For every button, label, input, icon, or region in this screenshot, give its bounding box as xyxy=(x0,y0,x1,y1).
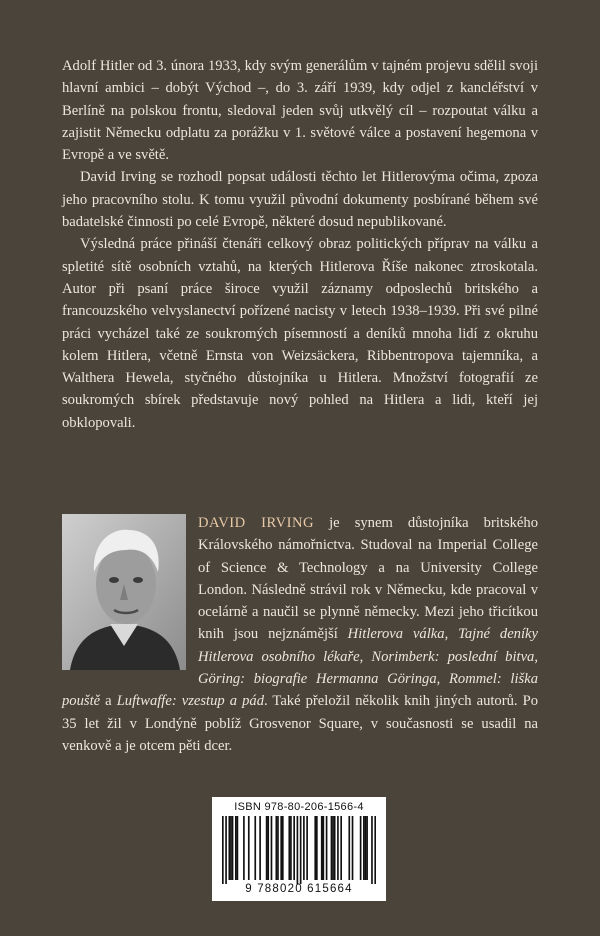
barcode-bar xyxy=(225,816,227,884)
barcode-bar xyxy=(326,816,328,880)
blurb-paragraph-1: Adolf Hitler od 3. února 1933, kdy svým generálům v tajném projevu sdělil svoji hlavní ambici – dobýt Východ –, do 3. září 1939, kdy odjel z kancléřství v Berlíně na polskou frontu, sledoval jeden svůj utkvělý cíl – rozpoutat válku a zajistit Německu odplatu za porážku v 1. světové válce a postavení hegemona v Evropě a ve světě. xyxy=(62,58,538,164)
barcode-bar xyxy=(348,816,350,880)
separator: , xyxy=(444,626,459,643)
barcode-bar xyxy=(237,816,239,880)
barcode-bar xyxy=(365,816,367,880)
barcode-bar xyxy=(306,816,308,880)
barcode-bar xyxy=(374,816,376,884)
separator: , xyxy=(359,648,372,665)
barcode-bar xyxy=(314,816,316,880)
barcode-bar xyxy=(230,816,232,880)
barcode-bar xyxy=(243,816,245,880)
separator: , xyxy=(534,648,538,665)
barcode-bar xyxy=(331,816,333,880)
book-title: Göring: biografie Hermanna Göringa xyxy=(198,671,437,688)
barcode-bar xyxy=(290,816,292,880)
barcode-bar xyxy=(248,816,250,880)
barcode-bar xyxy=(334,816,336,880)
barcode-bar xyxy=(366,816,368,880)
barcode-bar xyxy=(303,816,305,880)
barcode-bar xyxy=(323,816,325,880)
author-photo xyxy=(62,514,186,670)
blurb-text xyxy=(62,55,538,434)
barcode-bar xyxy=(340,816,342,880)
barcode-bar xyxy=(332,816,334,880)
barcode-bar xyxy=(288,816,290,880)
barcode-box xyxy=(212,797,386,901)
blurb-paragraph-3: Výsledná práce přináší čtenáři celkový obraz politických příprav na válku a spletité sítě osobních vztahů, na kterých Hitlerova Říše nakonec ztroskotala. Autor při psaní práce široce využil záznamy odposlechů britského a francouzského velvyslanectví pořízené nacisty v letech 1938–1939. Při své pilné práci vycházel také ze soukromých písemností a deníků mnoha lidí z okruhu kolem Hitlera, včetně Ernsta von Weizsäckera, Ribbentropova tajemníka, a Walthera Hewela, styčného důstojníka u Hitlera. Množství fotografií ze soukromých sbírek představuje nový pohled na Hitlera a lidi, kteří jej obklopovali. xyxy=(62,236,538,431)
book-title: Luftwaffe: vzestup a pád xyxy=(116,693,264,710)
isbn-label: ISBN 978-80-206-1566-4 xyxy=(234,801,364,813)
barcode-bar xyxy=(277,816,279,880)
barcode-bar xyxy=(232,816,234,880)
barcode-bar xyxy=(293,816,295,880)
barcode-bar xyxy=(266,816,268,880)
blurb-paragraph-2: David Irving se rozhodl popsat události těchto let Hitlerovýma očima, zpoza jeho pracovního stolu. K tomu využil původní dokumenty posbírané během své badatelské činnosti po celé Evropě, některé dosud nepublikované. xyxy=(62,169,538,231)
barcode-bar xyxy=(271,816,273,880)
barcode-bar xyxy=(228,816,230,880)
barcode-bar xyxy=(321,816,323,880)
barcode-bar xyxy=(222,816,224,884)
separator: a xyxy=(100,693,117,710)
barcode-bar xyxy=(254,816,256,880)
barcode-bar xyxy=(280,816,282,880)
barcode-bar xyxy=(300,816,302,884)
barcode-bar xyxy=(259,816,261,880)
author-bio-text: je synem důstojníka britského Královského námořnictva. Studoval na Imperial College of Science & Technology a na University College London. Následně strávil rok v Německu, kde pracoval v ocelárně a naučil se plynně německy. Mezi jeho třicítkou knih jsou nejznámější xyxy=(198,515,538,643)
barcode-bar xyxy=(363,816,365,880)
barcode-bar xyxy=(316,816,318,880)
book-title: Tajné deníky Hitlerova osobního lékaře xyxy=(198,626,538,665)
barcode-bar xyxy=(235,816,237,880)
barcode-bar xyxy=(371,816,373,884)
barcode-bar xyxy=(337,816,339,880)
barcode-bar xyxy=(360,816,362,880)
barcode-bar xyxy=(352,816,354,880)
author-bio-text: . Také přeložil několik knih jiných autorů. Po 35 let žil v Londýně poblíž Grosvenor Square, v současnosti se usadil na venkově a je otcem pěti dcer. xyxy=(62,693,538,754)
book-title: Rommel: liška pouště xyxy=(62,671,538,710)
barcode-bar xyxy=(267,816,269,880)
separator: , xyxy=(436,671,450,688)
barcode-bar xyxy=(275,816,277,880)
barcode-digits: 9 788020 615664 xyxy=(245,883,353,895)
author-section xyxy=(62,512,538,757)
barcode-icon xyxy=(222,816,376,884)
author-name: DAVID IRVING xyxy=(198,515,315,531)
barcode-bar xyxy=(282,816,284,880)
barcode-bar xyxy=(297,816,299,884)
book-title: Norimberk: poslední bitva xyxy=(371,648,535,665)
book-title: Hitlerova válka xyxy=(347,626,445,643)
